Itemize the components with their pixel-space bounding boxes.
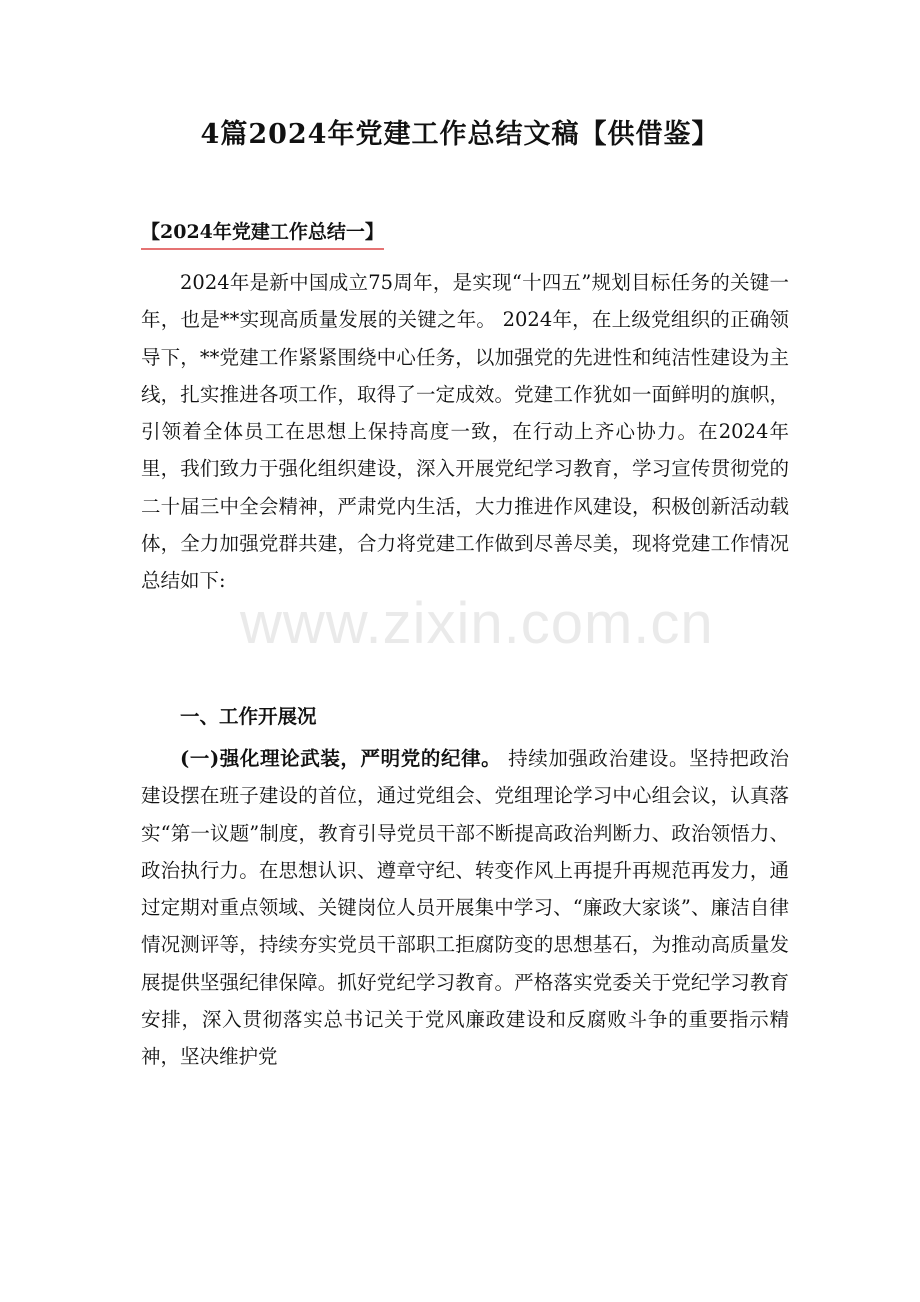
paragraph-lead: (一)强化理论武装，严明党的纪律。 (180, 747, 502, 770)
paragraph-theory (141, 740, 789, 1076)
paragraph-body: 持续加强政治建设。坚持把政治建设摆在班子建设的首位，通过党组会、党组理论学习中心组会议，认真落实“第一议题”制度，教育引导党员干部不断提高政治判断力、政治领悟力、政治执行力。在思想认识、遵章守纪、转变作风上再提升再规范再发力，通过定期对重点领域、关键岗位人员开展集中学习、“廉政大家谈”、廉洁自律情况测评等，持续夯实党员干部职工拒腐防变的思想基石，为推动高质量发展提供坚强纪律保障。抓好党纪学习教育。严格落实党委关于党纪学习教育安排，深入贯彻落实总书记关于党风廉政建设和反腐败斗争的重要指示精神，坚决维护党 (141, 747, 790, 1069)
section-heading: 【2024年党建工作总结一】 (141, 217, 384, 250)
document-title: 4篇2024年党建工作总结文稿【供借鉴】 (200, 119, 720, 150)
watermark: www.zixin.com.cn (240, 591, 714, 656)
paragraph-intro: 2024年是新中国成立75周年，是实现“十四五”规划目标任务的关键一年，也是**实现高质量发展的关键之年。 2024年，在上级党组织的正确领导下，**党建工作紧紧围绕中心任务，以加强党的先进性和纯洁性建设为主线，扎实推进各项工作，取得了一定成效。党建工作犹如一面鲜明的旗帜，引领着全体员工在思想上保持高度一致，在行动上齐心协力。在2024年里，我们致力于强化组织建设，深入开展党纪学习教育，学习宣传贯彻党的二十届三中全会精神，严肃党内生活，大力推进作风建设，积极创新活动载体，全力加强党群共建，合力将党建工作做到尽善尽美，现将党建工作情况总结如下: (141, 271, 789, 593)
subheading-work-status: 一、工作开展况 (180, 705, 317, 728)
